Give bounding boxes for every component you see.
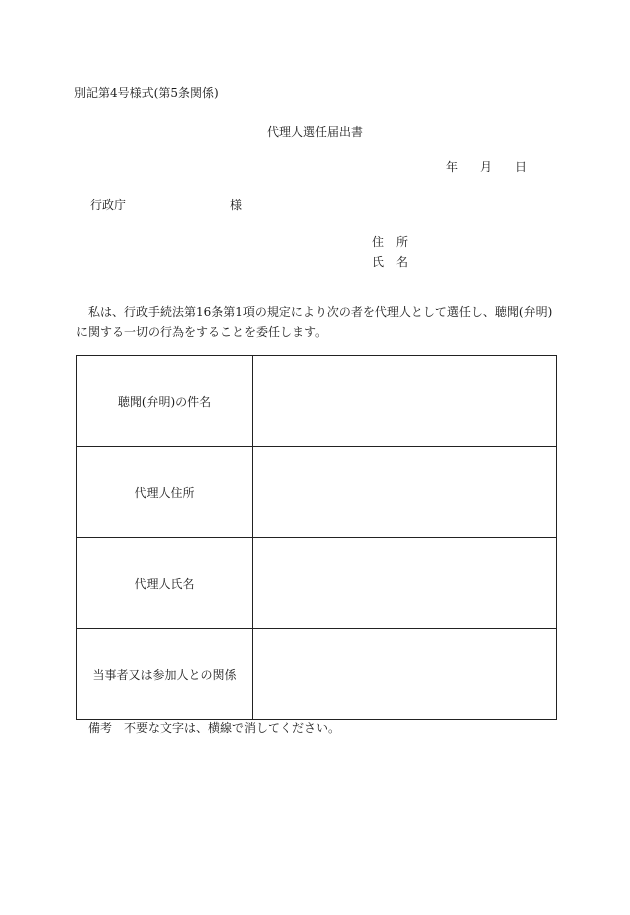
declaration-line-1: 私は、行政手続法第16条第1項の規定により次の者を代理人として選任し、聴聞(弁明) [88,305,553,319]
case-name-field[interactable] [253,356,557,447]
table-row [77,629,557,720]
remarks-text: 不要な文字は、横線で消してください。 [124,721,341,735]
applicant-name-label [372,256,408,268]
form-number: 別記第4号様式(第5条関係) [74,86,219,100]
applicant-address-label-part1: 住 [372,235,385,249]
declaration-line-2: に関する一切の行為をすることを委任します。 [76,325,328,339]
agent-address-label: 代理人住所 [77,447,253,538]
applicant-address-label-part2: 所 [396,235,409,249]
remarks-note [88,722,340,734]
date-day-label: 日 [515,160,528,174]
date-year-label: 年 [446,160,459,174]
remarks-label: 備考 [88,721,113,735]
agent-address-field[interactable] [253,447,557,538]
table-row [77,447,557,538]
date-month-label: 月 [480,160,493,174]
agent-info-table [76,355,557,720]
document-title: 代理人選任届出書 [266,125,363,139]
relationship-label: 当事者又は参加人との関係 [77,629,253,720]
declaration-text [76,302,562,342]
table-row [77,356,557,447]
relationship-field[interactable] [253,629,557,720]
agent-name-field[interactable] [253,538,557,629]
recipient-honorific: 様 [230,198,243,212]
table-row [77,538,557,629]
applicant-address-label [372,236,408,248]
applicant-name-label-part2: 名 [396,255,409,269]
recipient-agency: 行政庁 [90,198,127,212]
agent-name-label: 代理人氏名 [77,538,253,629]
case-name-label: 聴聞(弁明)の件名 [77,356,253,447]
applicant-name-label-part1: 氏 [372,255,385,269]
